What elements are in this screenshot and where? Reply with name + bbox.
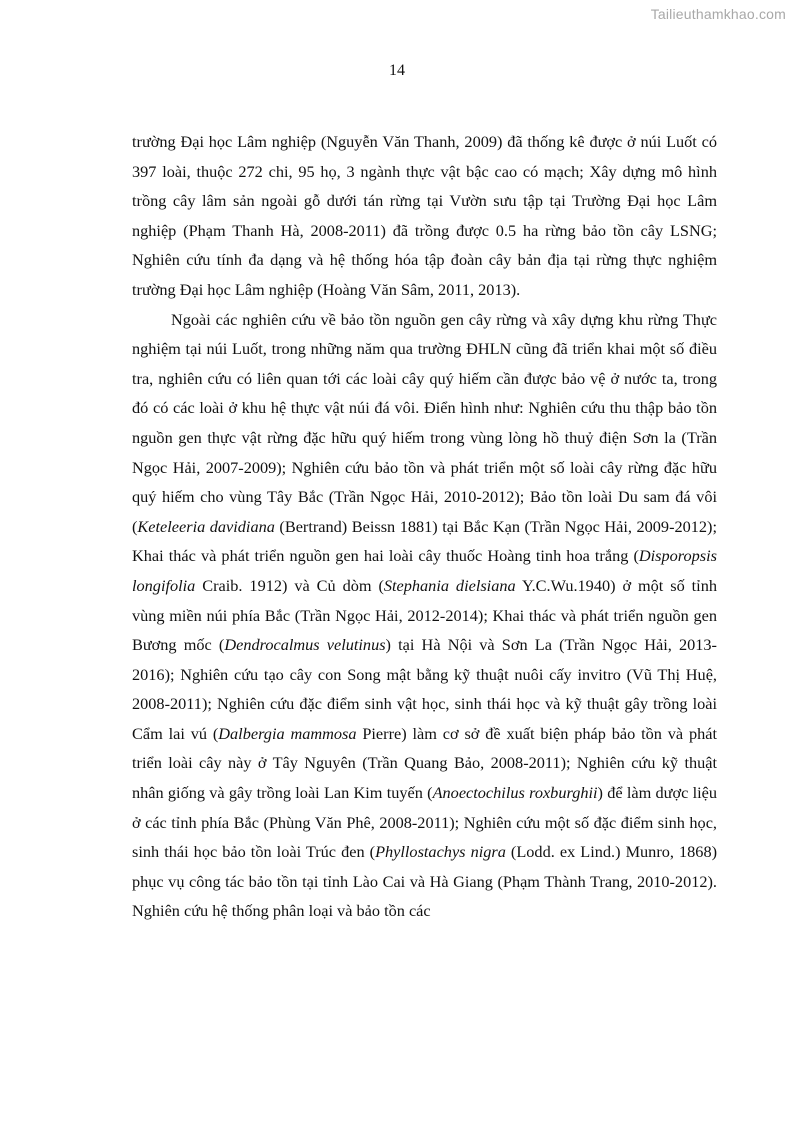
paragraph-text: (Lodd. ex Lind.) Munro, 1868) phục vụ công tác bảo tồn tại tỉnh Lào Cai và Hà Giang (Phạm Thành Trang, 2010-2012). Nghiên cứu hệ thống phân loại và bảo tồn các bbox=[132, 842, 718, 921]
paragraph-text: (Bertrand) Beissn 1881) tại Bắc Kạn (Trần Ngọc Hải, 2009-2012); Khai thác và phát triển nguồn gen hai loài cây thuốc Hoàng tinh hoa trắng ( bbox=[132, 516, 718, 566]
paragraph-text: Ngoài các nghiên cứu về bảo tồn nguồn gen cây rừng và xây dựng khu rừng Thực nghiệm tại núi Luốt, trong những năm qua trường ĐHLN cũng đã triển khai một số điều tra, nghiên cứu có liên quan tới các loài cây quý hiếm cần được bảo vệ ở nước ta, trong đó có các loài ở khu hệ thực vật núi đá vôi. Điển hình như: Nghiên cứu thu thập bảo tồn nguồn gen thực vật rừng đặc hữu quý hiếm trong vùng lòng hồ thuỷ điện Sơn la (Trần Ngọc Hải, 2007-2009); Nghiên cứu bảo tồn và phát triển một số loài cây rừng đặc hữu quý hiếm cho vùng Tây Bắc (Trần Ngọc Hải, 2010-2012); Bảo tồn loài Du sam đá vôi ( bbox=[132, 309, 717, 536]
paragraph-text: Y.C.Wu.1940) ở một số tỉnh vùng miền núi phía Bắc (Trần Ngọc Hải, 2012-2014); Khai thác và phát triển nguồn gen Bương mốc ( bbox=[132, 575, 717, 655]
paragraph-text: trường Đại học Lâm nghiệp (Nguyễn Văn Thanh, 2009) đã thống kê được ở núi Luốt có 397 loài, thuộc 272 chi, 95 họ, 3 ngành thực vật bậc cao có mạch; Xây dựng mô hình trồng cây lâm sản ngoài gỗ dưới tán rừng tại Vườn sưu tập tại Trường Đại học Lâm nghiệp (Phạm Thanh Hà, 2008-2011) đã trồng được 0.5 ha rừng bảo tồn cây LSNG; Nghiên cứu tính đa dạng và hệ thống hóa tập đoàn cây bản địa tại rừng thực nghiệm trường Đại học Lâm nghiệp (Hoàng Văn Sâm, 2011, 2013). bbox=[132, 132, 717, 299]
species-name-italic: Keteleeria davidiana bbox=[137, 516, 275, 536]
species-name-italic: Dalbergia mammosa bbox=[218, 723, 357, 743]
paragraph-text: Craib. 1912) và Củ dòm ( bbox=[195, 575, 384, 595]
page-body bbox=[132, 127, 717, 926]
body-paragraph-1 bbox=[132, 127, 717, 305]
species-name-italic: Stephania dielsiana bbox=[383, 575, 516, 595]
paragraph-text: ) để làm dược liệu ở các tỉnh phía Bắc (Phùng Văn Phê, 2008-2011); Nghiên cứu một số đặc điểm sinh học, sinh thái học bảo tồn loài Trúc đen ( bbox=[132, 783, 717, 862]
paragraph-text: ) tại Hà Nội và Sơn La (Trần Ngọc Hải, 2013-2016); Nghiên cứu tạo cây con Song mật bằng kỹ thuật nuôi cấy invitro (Vũ Thị Huệ, 2008-2011); Nghiên cứu đặc điểm sinh vật học, sinh thái học và kỹ thuật gây trồng loài Cẩm lai vú ( bbox=[132, 635, 717, 743]
body-paragraph-2 bbox=[132, 305, 717, 926]
species-name-italic: Phyllostachys nigra bbox=[375, 842, 506, 862]
page-number: 14 bbox=[389, 62, 405, 79]
species-name-italic: Anoectochilus roxburghii bbox=[432, 783, 598, 803]
watermark-text: Tailieuthamkhao.com bbox=[650, 6, 786, 22]
species-name-italic: Disporopsis longifolia bbox=[132, 546, 717, 595]
species-name-italic: Dendrocalmus velutinus bbox=[224, 635, 386, 655]
paragraph-text: Pierre) làm cơ sở đề xuất biện pháp bảo tồn và phát triển loài cây này ở Tây Nguyên (Trần Quang Bảo, 2008-2011); Nghiên cứu kỹ thuật nhân giống và gây trồng loài Lan Kim tuyến ( bbox=[132, 723, 717, 803]
